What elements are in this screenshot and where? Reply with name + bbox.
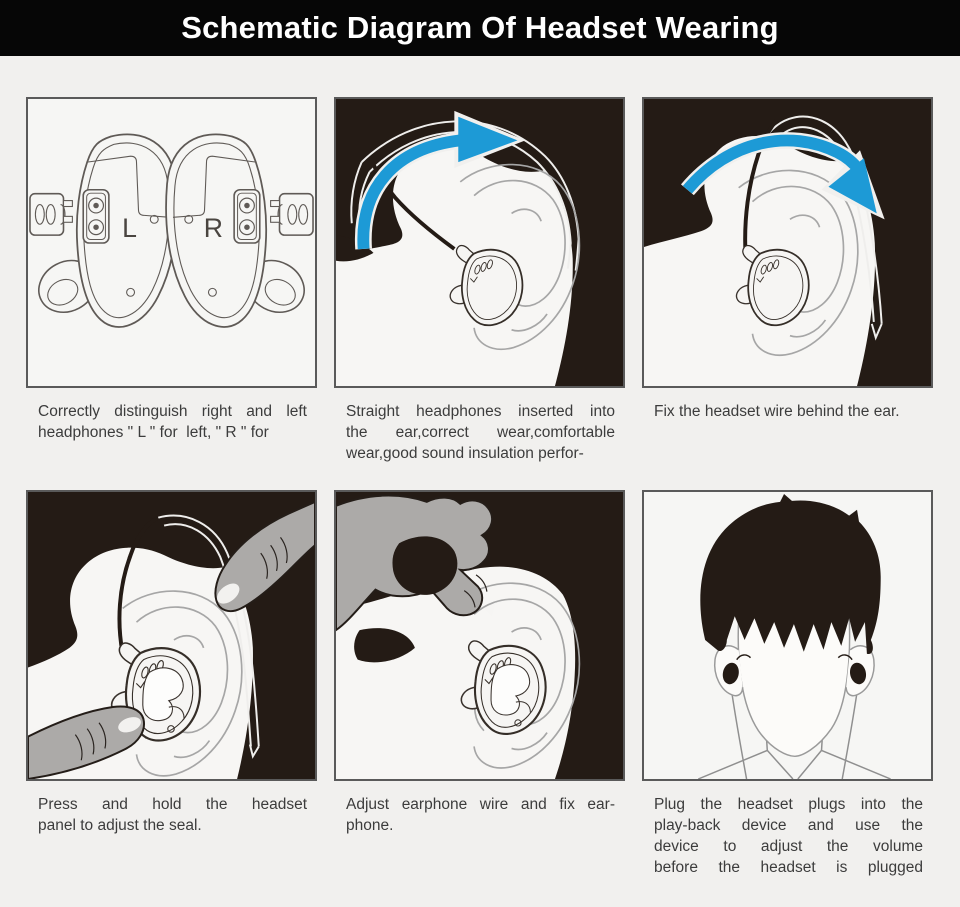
plug-device-illustration bbox=[644, 492, 931, 779]
step-cell-4 bbox=[26, 490, 317, 878]
panel-fix-wire bbox=[642, 97, 933, 388]
insert-illustration bbox=[336, 99, 623, 386]
title-banner bbox=[0, 0, 960, 56]
panel-adjust-wire bbox=[334, 490, 625, 781]
caption-press-adjust: Press and hold the headset panel to adjust the seal. bbox=[38, 796, 307, 834]
caption-identify-lr: Correctly distinguish right and left headphones " L " for left, " R " for bbox=[38, 403, 307, 441]
step-cell-2 bbox=[334, 97, 625, 490]
panel-insert bbox=[334, 97, 625, 388]
diagram-grid bbox=[0, 56, 960, 878]
adjust-wire-illustration bbox=[336, 492, 623, 779]
page-title: Schematic Diagram Of Headset Wearing bbox=[181, 10, 779, 45]
caption-fix-wire: Fix the headset wire behind the ear. bbox=[654, 403, 900, 420]
step-cell-6 bbox=[642, 490, 933, 878]
step-cell-5 bbox=[334, 490, 625, 878]
panel-identify-lr bbox=[26, 97, 317, 388]
press-adjust-illustration bbox=[28, 492, 315, 779]
step-cell-1 bbox=[26, 97, 317, 490]
caption-insert: Straight headphones inserted into the ear,correct wear,comfortable wear,good sound insulation perfor- bbox=[346, 403, 615, 462]
caption-plug-device: Plug the headset plugs into the play-back device and use the device to adjust the volume before the headset is plugged bbox=[654, 796, 923, 876]
identify-lr-illustration bbox=[28, 99, 315, 386]
step-cell-3 bbox=[642, 97, 933, 490]
left-label: L bbox=[122, 213, 137, 244]
right-label: R bbox=[203, 213, 224, 244]
fix-wire-illustration bbox=[644, 99, 931, 386]
caption-adjust-wire: Adjust earphone wire and fix ear- phone. bbox=[346, 796, 615, 834]
panel-plug-device bbox=[642, 490, 933, 781]
panel-press-adjust bbox=[26, 490, 317, 781]
